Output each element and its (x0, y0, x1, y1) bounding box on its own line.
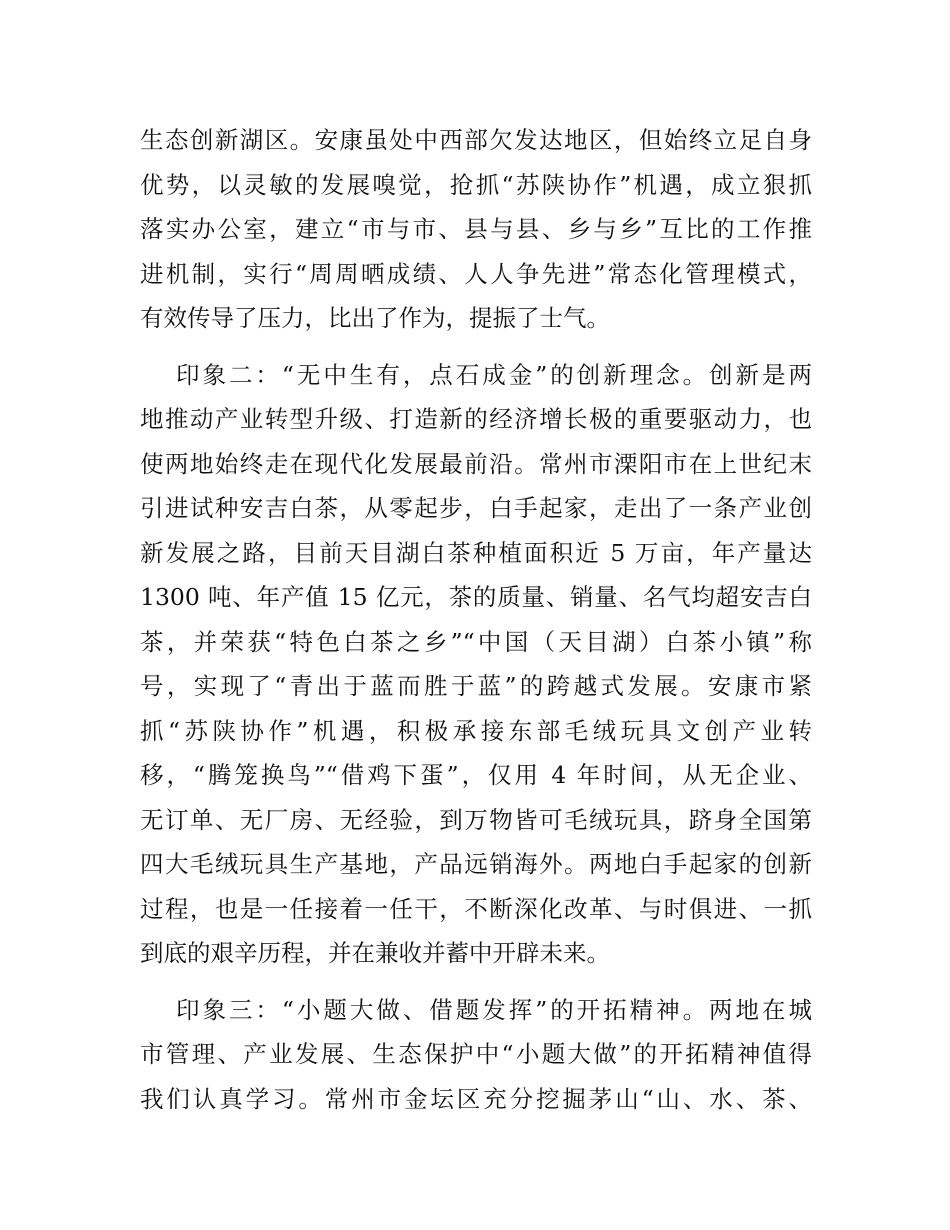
text-line: 移，“腾笼换鸟”“借鸡下蛋”，仅用 4 年时间，从无企业、 (140, 761, 812, 789)
text-line: 过程，也是一任接着一任干，不断深化改革、与时俱进、一抓 (140, 894, 812, 923)
document-body (140, 118, 812, 1133)
paragraph-2 (140, 353, 812, 976)
text-line: 无订单、无厂房、无经验，到万物皆可毛绒玩具，跻身全国第 (140, 805, 812, 834)
text-line: 到底的艰辛历程，并在兼收并蓄中开辟未来。 (140, 939, 610, 967)
text-line: 引进试种安吉白茶，从零起步，白手起家，走出了一条产业创 (140, 494, 812, 522)
text-line: 印象二：“无中生有，点石成金”的创新理念。创新是两 (176, 360, 812, 389)
text-line: 新发展之路，目前天目湖白茶种植面积近 5 万亩，年产量达 (140, 538, 812, 567)
text-line: 落实办公室，建立“市与市、县与县、乡与乡”互比的工作推 (140, 215, 812, 243)
text-line: 茶，并荣获“特色白茶之乡”“中国（天目湖）白茶小镇”称 (140, 627, 812, 656)
text-line: 地推动产业转型升级、打造新的经济增长极的重要驱动力，也 (140, 405, 812, 433)
text-line: 我们认真学习。常州市金坛区充分挖掘茅山“山、水、茶、 (140, 1084, 812, 1113)
text-line: 使两地始终走在现代化发展最前沿。常州市溧阳市在上世纪末 (140, 449, 812, 478)
text-line: 四大毛绒玩具生产基地，产品远销海外。两地白手起家的创新 (140, 850, 812, 878)
text-line: 生态创新湖区。安康虽处中西部欠发达地区，但始终立足自身 (140, 126, 812, 154)
text-line: 1300 吨、年产值 15 亿元，茶的质量、销量、名气均超安吉白 (140, 583, 812, 611)
text-line: 优势，以灵敏的发展嗅觉，抢抓“苏陕协作”机遇，成立狠抓 (140, 170, 812, 199)
text-line: 印象三：“小题大做、借题发挥”的开拓精神。两地在城 (176, 995, 812, 1024)
text-line: 抓“苏陕协作”机遇，积极承接东部毛绒玩具文创产业转 (140, 716, 812, 745)
text-line: 进机制，实行“周周晒成绩、人人争先进”常态化管理模式， (140, 259, 812, 288)
text-line: 市管理、产业发展、生态保护中“小题大做”的开拓精神值得 (140, 1040, 812, 1068)
text-line: 号，实现了“青出于蓝而胜于蓝”的跨越式发展。安康市紧 (140, 672, 812, 700)
paragraph-3 (140, 988, 812, 1122)
text-line: 有效传导了压力，比出了作为，提振了士气。 (140, 304, 610, 332)
paragraph-1 (140, 118, 812, 341)
